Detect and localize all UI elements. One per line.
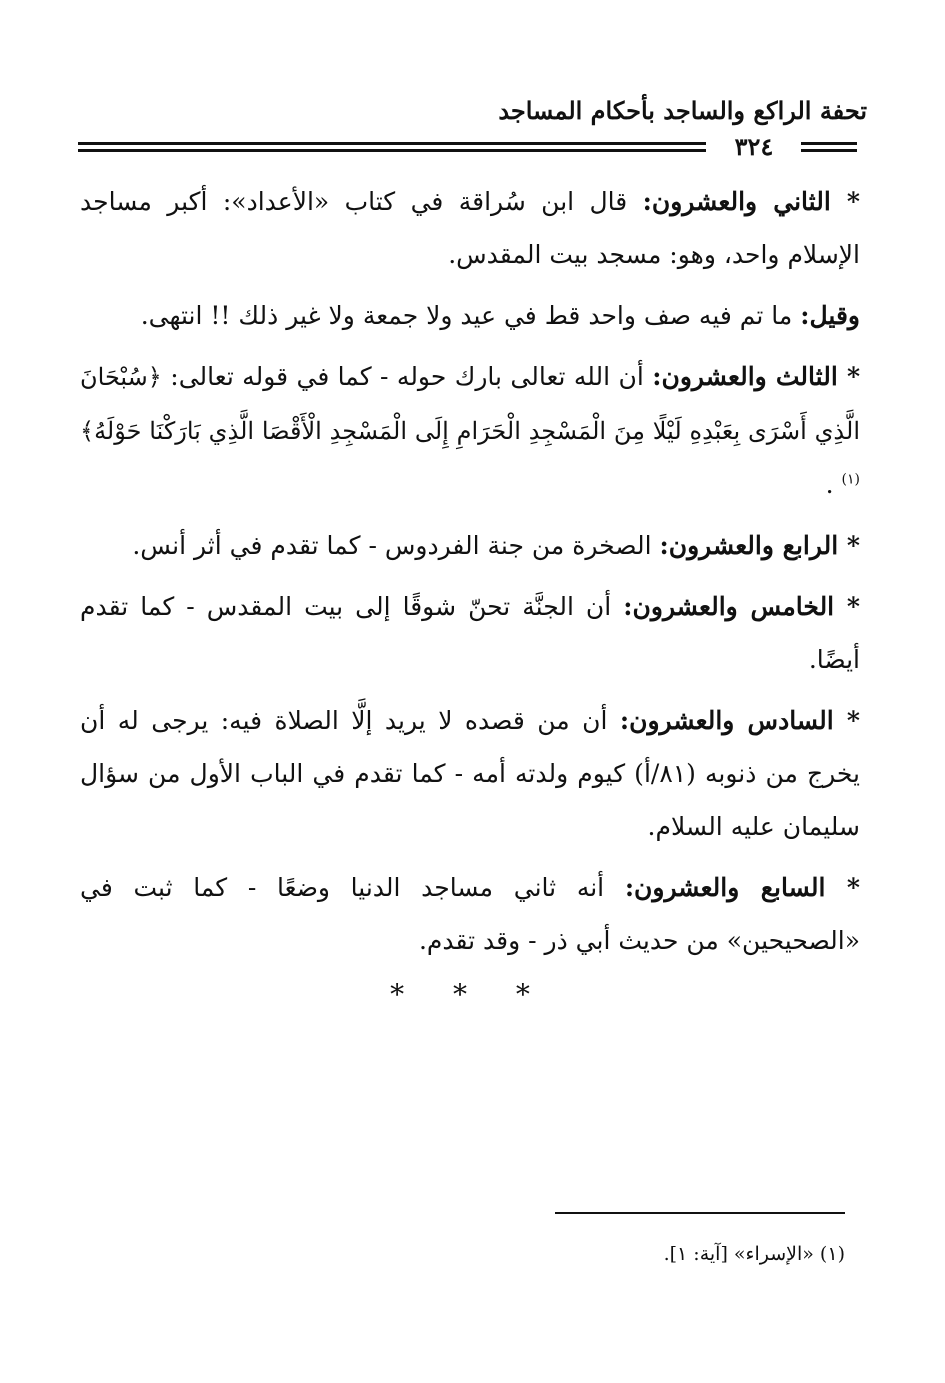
paragraph-22 xyxy=(80,175,860,281)
paragraph-lead: * الثالث والعشرون: xyxy=(652,362,861,391)
page-number: ٣٢٤ xyxy=(734,132,774,161)
paragraph-lead: * السادس والعشرون: xyxy=(619,706,860,735)
header-rule-top xyxy=(78,142,706,145)
paragraph-text: الصخرة من جنة الفردوس - كما تقدم في أثر أنس. xyxy=(132,531,652,560)
footnote-marker: (١) xyxy=(841,471,860,488)
paragraph-27 xyxy=(80,861,860,967)
paragraph-text: ما تم فيه صف واحد قط في عيد ولا جمعة ولا غير ذلك !! انتهى. xyxy=(140,301,793,330)
section-end-ornament: * * * xyxy=(390,978,550,1011)
running-title: تحفة الراكع والساجد بأحكام المساجد xyxy=(498,96,867,125)
paragraph-26 xyxy=(80,694,860,853)
paragraph-lead: * الثاني والعشرون: xyxy=(642,187,860,216)
body-text xyxy=(80,175,860,1015)
paragraph-qil xyxy=(80,289,860,342)
page-number-rule-top xyxy=(801,142,857,145)
paragraph-text: قال ابن سُراقة في كتاب «الأعداد»: أكبر مساجد الإسلام واحد، وهو: مسجد بيت المقدس. xyxy=(80,187,860,269)
paragraph-25 xyxy=(80,580,860,686)
page-number-rule-bottom xyxy=(801,149,857,152)
quran-verse: ﴿سُبْحَانَ الَّذِي أَسْرَى بِعَبْدِهِ لَيْلًا مِنَ الْمَسْجِدِ الْحَرَامِ إِلَى الْمَسْجِدِ الْأَقْصَا الَّذِي بَارَكْنَا حَوْلَهُ﴾ xyxy=(80,363,860,445)
paragraph-lead: * الخامس والعشرون: xyxy=(623,592,860,621)
footnote: (١) «الإسراء» [آية: ١]. xyxy=(663,1243,845,1265)
paragraph-lead: وقيل: xyxy=(800,301,860,330)
paragraph-text: أن من قصده لا يريد إلَّا الصلاة فيه: يرجى له أن يخرج من ذنوبه (٨١/أ) كيوم ولدته أمه - كما تقدم في الباب الأول من سؤال سليمان عليه السلام. xyxy=(80,706,860,841)
paragraph-lead: * السابع والعشرون: xyxy=(624,873,860,902)
paragraph-24 xyxy=(80,519,860,572)
paragraph-lead: * الرابع والعشرون: xyxy=(659,531,860,560)
paragraph-23 xyxy=(80,350,860,511)
paragraph-text: أن الجنَّة تحنّ شوقًا إلى بيت المقدس - كما تقدم أيضًا. xyxy=(80,592,860,674)
paragraph-text: أنه ثاني مساجد الدنيا وضعًا - كما ثبت في «الصحيحين» من حديث أبي ذر - وقد تقدم. xyxy=(80,873,860,955)
paragraph-tail: . xyxy=(825,470,834,499)
footnote-separator xyxy=(555,1212,845,1214)
header-rule-bottom xyxy=(78,149,706,152)
paragraph-text: أن الله تعالى بارك حوله - كما في قوله تعالى: xyxy=(170,362,644,391)
